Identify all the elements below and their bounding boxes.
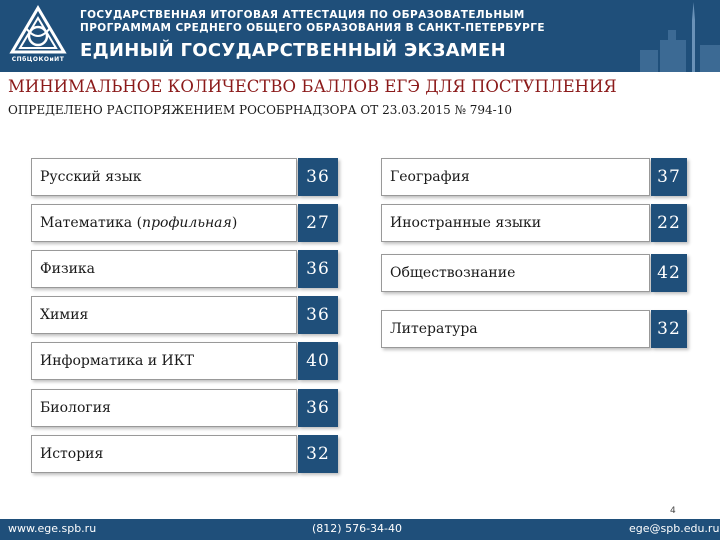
page-number: 4 <box>670 506 676 516</box>
subject-label: Русский язык <box>31 158 297 196</box>
subject-score: 36 <box>298 296 338 334</box>
subject-row <box>381 158 687 196</box>
city-skyline-icon <box>630 0 720 72</box>
subject-row <box>381 254 687 292</box>
subject-label: Физика <box>31 250 297 288</box>
subject-score: 32 <box>651 310 687 348</box>
subject-row <box>31 342 338 380</box>
subject-score: 36 <box>298 389 338 427</box>
logo-text: СПбЦОКОиИТ <box>11 56 65 63</box>
subject-score: 40 <box>298 342 338 380</box>
subject-row <box>381 310 687 348</box>
header-banner <box>0 0 720 72</box>
subject-label: Информатика и ИКТ <box>31 342 297 380</box>
subject-row <box>381 204 687 242</box>
header-main-title: ЕДИНЫЙ ГОСУДАРСТВЕННЫЙ ЭКЗАМЕН <box>80 40 506 61</box>
header-line-1: ГОСУДАРСТВЕННАЯ ИТОГОВАЯ АТТЕСТАЦИЯ ПО ОБРАЗОВАТЕЛЬНЫМ <box>80 9 525 21</box>
subject-label: Литература <box>381 310 650 348</box>
subject-label: Химия <box>31 296 297 334</box>
footer-phone: (812) 576-34-40 <box>312 522 403 535</box>
page-subtitle: ОПРЕДЕЛЕНО РАСПОРЯЖЕНИЕМ РОСОБРНАДЗОРА ОТ 23.03.2015 № 794-10 <box>8 103 512 117</box>
subject-score: 27 <box>298 204 338 242</box>
subject-row <box>31 204 338 242</box>
subject-label: Биология <box>31 389 297 427</box>
footer-website[interactable]: www.ege.spb.ru <box>8 522 97 535</box>
subject-row <box>31 296 338 334</box>
subject-label: Математика ( профильная ) <box>31 204 297 242</box>
subject-row <box>31 250 338 288</box>
subject-score: 22 <box>651 204 687 242</box>
header-line-2: ПРОГРАММАМ СРЕДНЕГО ОБЩЕГО ОБРАЗОВАНИЯ В САНКТ-ПЕТЕРБУРГЕ <box>80 22 545 34</box>
footer-email[interactable]: ege@spb.edu.ru <box>629 522 720 535</box>
subject-label: История <box>31 435 297 473</box>
footer-bar <box>0 519 720 540</box>
subject-score: 36 <box>298 158 338 196</box>
subject-label: Иностранные языки <box>381 204 650 242</box>
subject-score: 37 <box>651 158 687 196</box>
page-title: МИНИМАЛЬНОЕ КОЛИЧЕСТВО БАЛЛОВ ЕГЭ ДЛЯ ПОСТУПЛЕНИЯ <box>8 77 617 96</box>
subject-score: 36 <box>298 250 338 288</box>
subject-label: География <box>381 158 650 196</box>
subject-row <box>31 158 338 196</box>
subject-row <box>31 389 338 427</box>
subject-score: 32 <box>298 435 338 473</box>
subject-score: 42 <box>651 254 687 292</box>
subject-row <box>31 435 338 473</box>
subject-label: Обществознание <box>381 254 650 292</box>
